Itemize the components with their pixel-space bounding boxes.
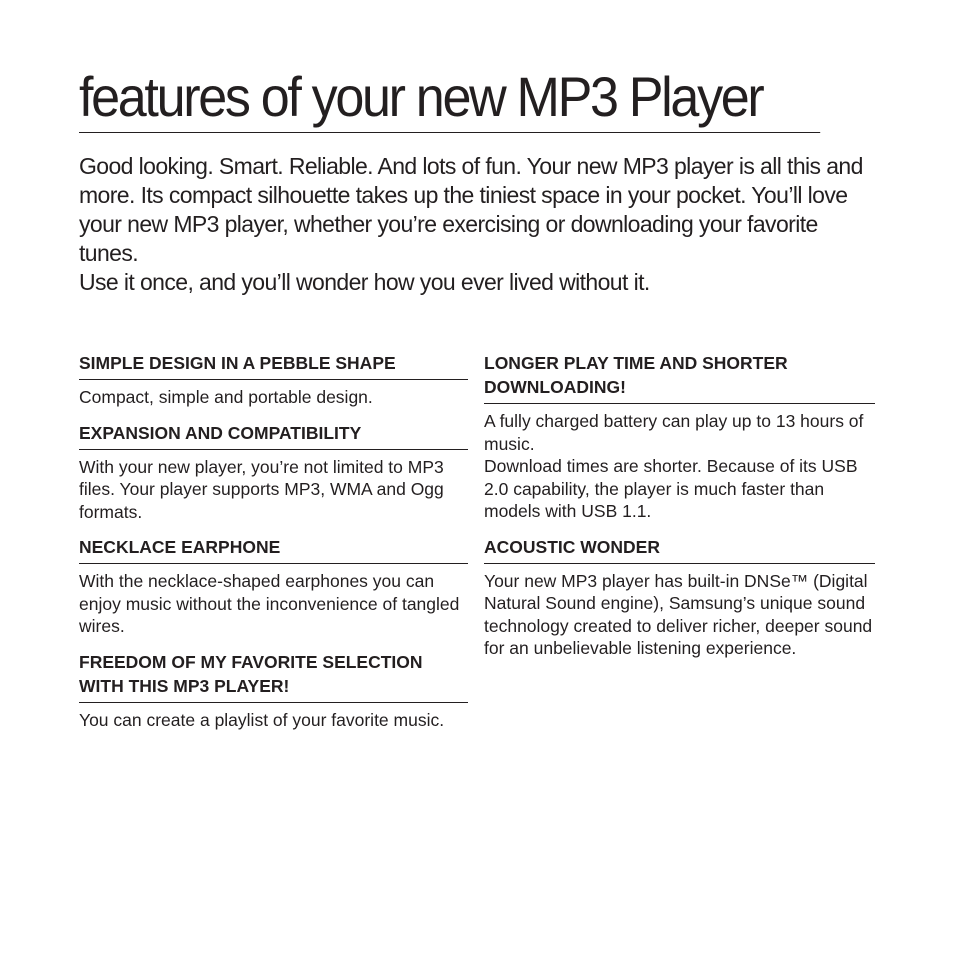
feature-heading: ACOUSTIC WONDER bbox=[484, 535, 875, 564]
feature-acoustic-wonder bbox=[484, 535, 875, 660]
intro-paragraph: Good looking. Smart. Reliable. And lots of fun. Your new MP3 player is all this and more. Its compact silhouette takes up the tiniest space in your pocket. You’ll love your new MP3 player, whether you’re exercising or downloading your favorite tunes. bbox=[79, 153, 863, 266]
feature-description bbox=[79, 380, 468, 409]
feature-description bbox=[79, 564, 468, 638]
feature-heading: SIMPLE DESIGN IN A PEBBLE SHAPE bbox=[79, 351, 468, 380]
feature-longer-play-time bbox=[484, 351, 875, 523]
feature-heading: EXPANSION AND COMPATIBILITY bbox=[79, 421, 468, 450]
feature-description bbox=[79, 450, 468, 524]
feature-text: With your new player, you’re not limited to MP3 files. Your player supports MP3, WMA and Ogg formats. bbox=[79, 456, 444, 522]
intro-closing-line: Use it once, and you’ll wonder how you ever lived without it. bbox=[79, 269, 650, 295]
feature-text: Download times are shorter. Because of its USB 2.0 capability, the player is much faster than models with USB 1.1. bbox=[484, 456, 858, 521]
feature-simple-design bbox=[79, 351, 468, 409]
feature-text: You can create a playlist of your favorite music. bbox=[79, 709, 445, 730]
feature-heading: LONGER PLAY TIME AND SHORTER DOWNLOADING! bbox=[484, 351, 875, 404]
feature-heading: NECKLACE EARPHONE bbox=[79, 535, 468, 564]
feature-description bbox=[484, 564, 875, 660]
feature-freedom-selection bbox=[79, 650, 468, 732]
intro-text bbox=[79, 152, 879, 297]
right-feature-column bbox=[484, 351, 875, 672]
feature-text: A fully charged battery can play up to 13 hours of music. bbox=[484, 411, 864, 454]
feature-description bbox=[484, 404, 875, 523]
feature-description bbox=[79, 703, 468, 732]
page-title: features of your new MP3 Player bbox=[79, 62, 820, 133]
feature-text: Compact, simple and portable design. bbox=[79, 387, 373, 407]
left-feature-column bbox=[79, 351, 468, 743]
feature-necklace-earphone bbox=[79, 535, 468, 638]
feature-expansion-compatibility bbox=[79, 421, 468, 524]
feature-text: Your new MP3 player has built-in DNSe™ (Digital Natural Sound engine), Samsung’s unique sound technology created to deliver richer, deeper sound for an unbelievable listening experience. bbox=[484, 570, 873, 658]
feature-text: With the necklace-shaped earphones you can enjoy music without the inconvenience of tangled wires. bbox=[79, 571, 460, 636]
feature-heading: FREEDOM OF MY FAVORITE SELECTION WITH THIS MP3 PLAYER! bbox=[79, 650, 468, 703]
